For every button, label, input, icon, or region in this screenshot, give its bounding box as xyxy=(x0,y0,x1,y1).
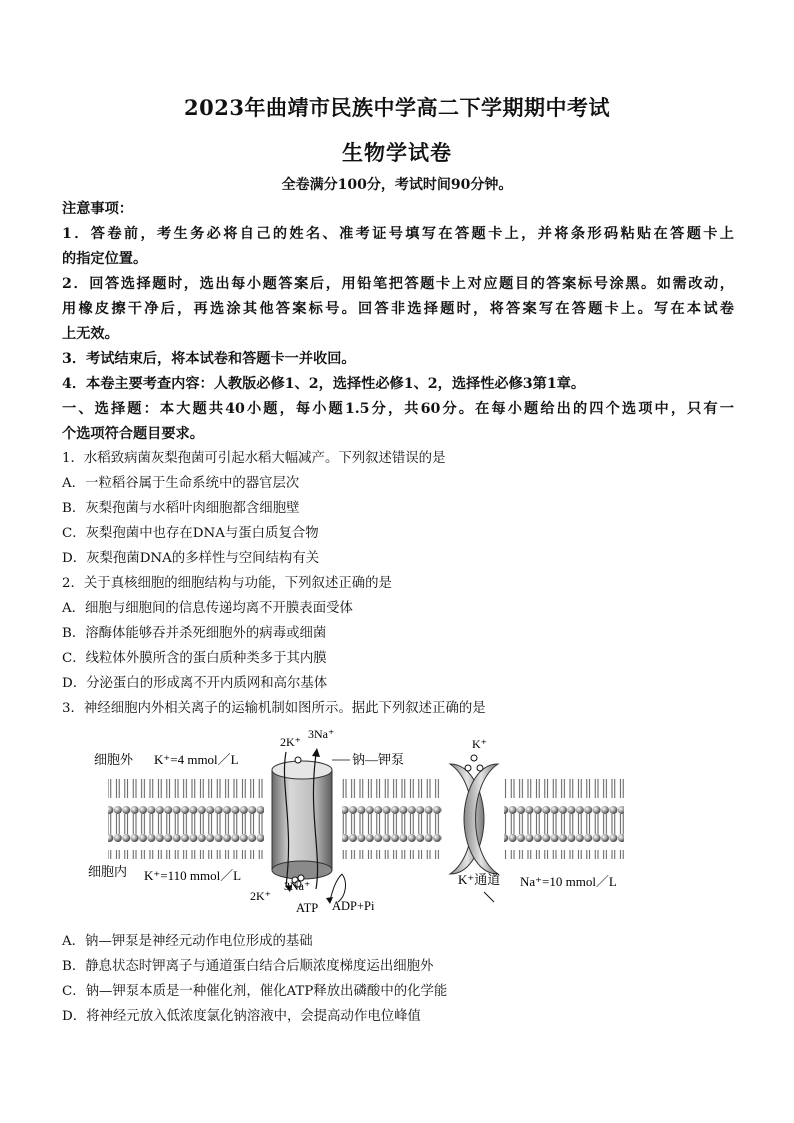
exam-subtitle: 生物学试卷 xyxy=(342,140,452,165)
label-top-3na: 3Na⁺ xyxy=(308,727,335,741)
label-channel-ion: K⁺ xyxy=(472,737,487,751)
label-inside: 细胞内 xyxy=(88,864,128,879)
q3-option-b: B．静息状态时钾离子与通道蛋白结合后顺浓度梯度运出细胞外 xyxy=(62,959,434,974)
q3-option-c: C．钠—钾泵本质是一种催化剂，催化ATP释放出磷酸中的化学能 xyxy=(62,984,448,999)
q1-option-d: D．灰梨孢菌DNA的多样性与空间结构有关 xyxy=(62,551,320,566)
label-top-2k: 2K⁺ xyxy=(280,735,301,749)
notice-item-1-line-2: 的指定位置。 xyxy=(62,251,148,267)
label-bot-2k: 2K⁺ xyxy=(250,889,271,903)
label-outside: 细胞外 xyxy=(94,752,134,767)
lipid-bilayer xyxy=(108,779,624,859)
q3-stem: 3．神经细胞内外相关离子的运输机制如图所示。据此下列叙述正确的是 xyxy=(62,701,486,716)
label-atp: ATP xyxy=(296,901,319,915)
notice-item-3: 3．考试结束后，将本试卷和答题卡一并收回。 xyxy=(62,351,356,367)
q3-option-a: A．钠—钾泵是神经元动作电位形成的基础 xyxy=(62,934,313,949)
label-bot-3na: 3Na⁺ xyxy=(284,879,311,893)
q1-option-a: A．一粒稻谷属于生命系统中的器官层次 xyxy=(62,476,300,491)
label-k-out: K⁺=4 mmol／L xyxy=(154,752,239,767)
exam-title: 2023年曲靖市民族中学高二下学期期中考试 xyxy=(184,95,610,120)
label-na-in: Na⁺=10 mmol／L xyxy=(520,874,617,889)
q1-option-c: C．灰梨孢菌中也存在DNA与蛋白质复合物 xyxy=(62,526,319,541)
q2-option-b: B．溶酶体能够吞并杀死细胞外的病毒或细菌 xyxy=(62,626,327,641)
q1-stem: 1．水稻致病菌灰梨孢菌可引起水稻大幅减产。下列叙述错误的是 xyxy=(62,451,446,466)
notice-item-1-line-1: 1．答卷前，考生务必将自己的姓名、准考证号填写在答题卡上，并将条形码粘贴在答题卡上 xyxy=(62,226,734,242)
q3-option-d: D．将神经元放入低浓度氯化钠溶液中，会提高动作电位峰值 xyxy=(62,1009,421,1024)
label-adp: ADP+Pi xyxy=(332,899,375,913)
label-channel: K⁺通道 xyxy=(458,872,501,887)
section-heading-line-2: 个选项符合题目要求。 xyxy=(62,426,204,442)
notice-heading: 注意事项： xyxy=(62,201,133,217)
q1-option-b: B．灰梨孢菌与水稻叶肉细胞都含细胞壁 xyxy=(62,501,300,516)
notice-item-2-line-2: 用橡皮擦干净后，再选涂其他答案标号。回答非选择题时，将答案写在答题卡上。写在本试卷 xyxy=(62,301,734,317)
label-pump: 钠—钾泵 xyxy=(352,752,405,767)
notice-block xyxy=(62,197,734,447)
exam-info: 全卷满分100分，考试时间90分钟。 xyxy=(281,177,513,193)
label-k-in: K⁺=110 mmol／L xyxy=(144,868,242,883)
membrane-diagram xyxy=(80,724,660,924)
q2-option-c: C．线粒体外膜所含的蛋白质种类多于其内膜 xyxy=(62,651,327,666)
q2-stem: 2．关于真核细胞的细胞结构与功能，下列叙述正确的是 xyxy=(62,576,392,591)
notice-item-2-line-3: 上无效。 xyxy=(62,326,119,342)
notice-item-4: 4．本卷主要考查内容：人教版必修1、2，选择性必修1、2，选择性必修3第1章。 xyxy=(62,376,586,392)
q3-options xyxy=(62,929,734,1029)
q2-option-d: D．分泌蛋白的形成离不开内质网和高尔基体 xyxy=(62,676,328,691)
questions-block xyxy=(62,446,734,721)
notice-item-2-line-1: 2．回答选择题时，选出每小题答案后，用铅笔把答题卡上对应题目的答案标号涂黑。如需改动， xyxy=(62,276,734,292)
section-heading-line-1: 一、选择题：本大题共40小题，每小题1.5分，共60分。在每小题给出的四个选项中，只有一 xyxy=(62,401,734,417)
q2-option-a: A．细胞与细胞间的信息传递均离不开膜表面受体 xyxy=(62,601,353,616)
